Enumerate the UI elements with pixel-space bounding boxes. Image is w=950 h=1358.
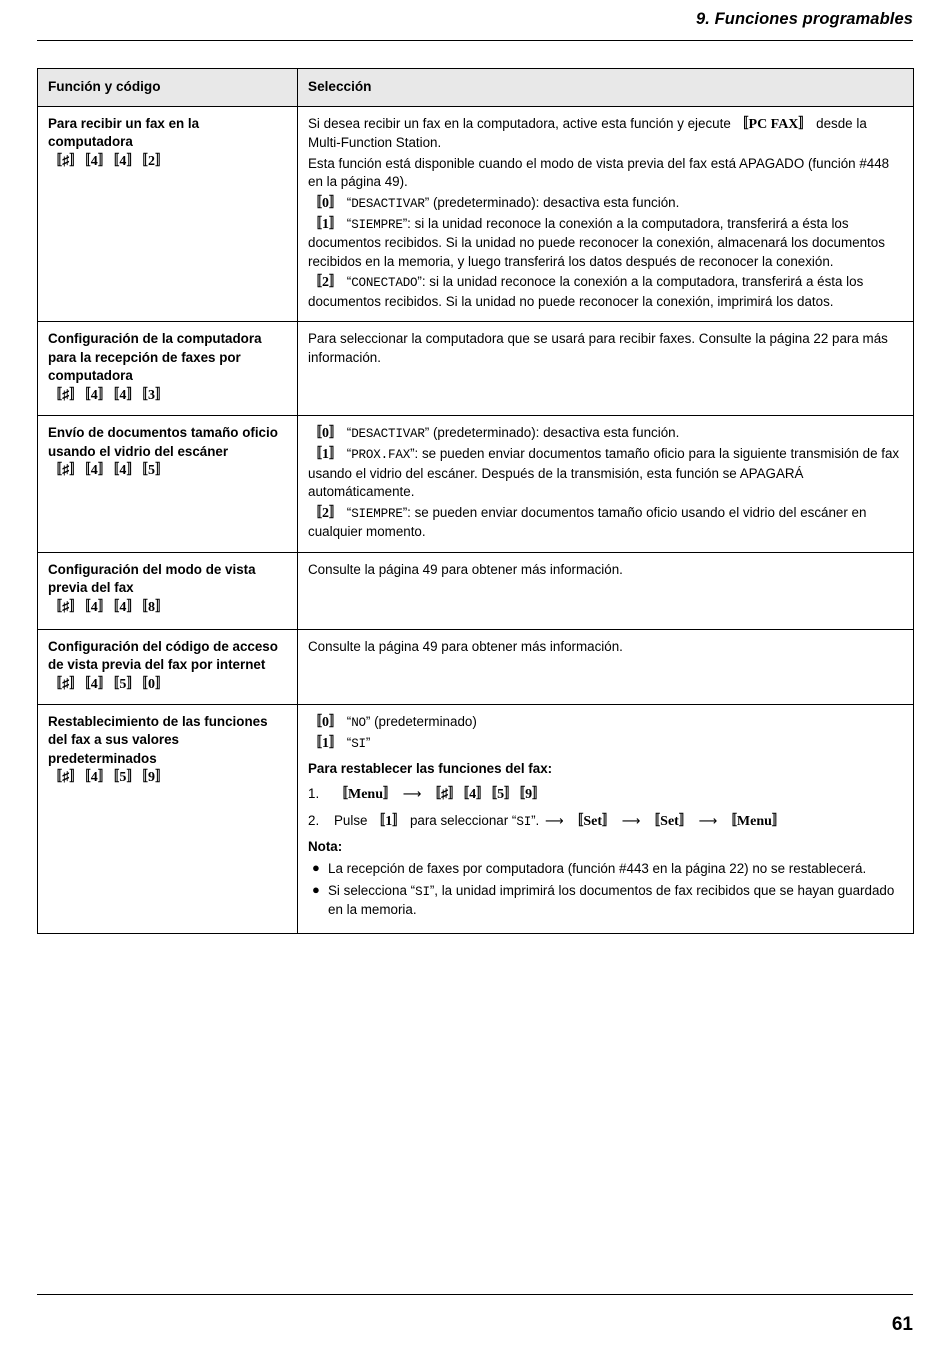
function-cell [38,416,298,553]
selection-option: 〚1〛 “SIEMPRE”: si la unidad reconoce la conexión a la computadora, transferirá a ésta los documentos recibidos. Si la unidad no puede reconocer la conexión, almacenará los documentos recibidos en la memoria, y luego transferirá los datos después de reconocer la conexión. [308,215,885,269]
bullet-icon: ● [312,881,320,897]
function-cell [38,552,298,629]
function-code: 〚♯〛〚4〛〚4〛〚8〛 [48,599,170,615]
selection-text: Consulte la página 49 para obtener más información. [308,638,623,654]
list-item [312,881,903,920]
table-row [38,106,914,321]
function-cell [38,704,298,933]
table-row [38,416,914,553]
column-header-function: Función y código [38,69,298,107]
column-header-selection: Selección [298,69,914,107]
function-title: Configuración de la computadora para la recepción de faxes por computadora [48,331,262,384]
function-title: Restablecimiento de las funciones del fax a sus valores predeterminados [48,713,268,766]
header-divider [37,40,913,41]
function-code: 〚♯〛〚4〛〚4〛〚2〛 [48,153,170,169]
function-title: Configuración del modo de vista previa del fax [48,561,256,596]
procedure-steps [308,785,903,831]
function-code: 〚♯〛〚4〛〚4〛〚5〛 [48,463,170,478]
selection-option: 〚0〛 “DESACTIVAR” (predeterminado): desactiva esta función. [308,425,680,441]
list-item [312,859,903,879]
footer-divider [37,1294,913,1295]
function-title: Envío de documentos tamaño oficio usando el vidrio del escáner [48,425,278,459]
selection-option: 〚0〛 “NO” (predeterminado) [308,713,477,730]
step-number: 2. [308,812,320,828]
list-item [308,812,903,832]
selection-option: 〚1〛 “PROX.FAX”: se pueden enviar documentos tamaño oficio para la siguiente transmisión de fax usando el vidrio del escáner. Después de la transmisión, esta función se APAGARÁ automáticamente. [308,446,900,500]
selection-cell [298,416,914,553]
list-item [308,785,903,805]
note-text: La recepción de faxes por computadora (función #443 en la página 22) no se restablecerá. [328,860,867,876]
table-header-row [38,69,914,107]
page-header-chapter: 9. Funciones programables [695,10,913,28]
function-code: 〚♯〛〚4〛〚5〛〚9〛 [48,770,170,786]
selection-option: 〚1〛 “SI” [308,735,371,752]
selection-cell [298,552,914,629]
selection-text: Si desea recibir un fax en la computadora, active esta función y ejecute 〚PC FAX〛 desde la Multi-Function Station. [308,115,867,151]
selection-cell [298,704,914,933]
note-text: Si selecciona “SI”, la unidad imprimirá los documentos de fax recibidos que se hayan guardado en la memoria. [328,882,895,918]
function-cell [38,322,298,416]
function-code: 〚♯〛〚4〛〚4〛〚3〛 [48,387,170,403]
function-cell [38,106,298,321]
selection-text: Esta función está disponible cuando el modo de vista previa del fax está APAGADO (función #448 en la página 49). [308,155,890,190]
programmable-functions-table [37,68,914,934]
table-row [38,629,914,704]
function-title: Configuración del código de acceso de vista previa del fax por internet [48,638,278,673]
table-row [38,552,914,629]
function-title: Para recibir un fax en la computadora [48,115,200,150]
page-number: 61 [891,1314,913,1335]
table-row [38,322,914,416]
selection-cell [298,629,914,704]
selection-text: Para seleccionar la computadora que se usará para recibir faxes. Consulte la página 22 para más información. [308,331,888,365]
note-title: Nota: [308,839,343,855]
selection-option: 〚2〛 “CONECTADO”: si la unidad reconoce la conexión a la computadora, transferirá a ésta los documentos recibidos. Si la unidad no puede reconocer la conexión, imprimirá los datos. [308,274,864,309]
procedure-title: Para restablecer las funciones del fax: [308,760,553,776]
selection-option: 〚2〛 “SIEMPRE”: se pueden enviar documentos tamaño oficio usando el vidrio del escáner en cualquier momento. [308,504,867,540]
function-cell [38,629,298,704]
step-text: 〚Menu〛 ⟶ 〚♯〛〚4〛〚5〛〚9〛 [334,787,547,803]
selection-cell [298,322,914,416]
selection-cell [298,106,914,321]
function-code: 〚♯〛〚4〛〚5〛〚0〛 [48,676,170,692]
note-list [308,860,903,920]
table-row [38,704,914,933]
selection-option: 〚0〛 “DESACTIVAR” (predeterminado): desactiva esta función. [308,194,680,211]
bullet-icon: ● [312,859,320,875]
step-number: 1. [308,786,320,802]
step-text: Pulse 〚1〛 para seleccionar “SI”. ⟶ 〚Set〛 ⟶ 〚Set〛 ⟶ 〚Menu〛 [334,812,786,829]
selection-text: Consulte la página 49 para obtener más información. [308,561,623,577]
